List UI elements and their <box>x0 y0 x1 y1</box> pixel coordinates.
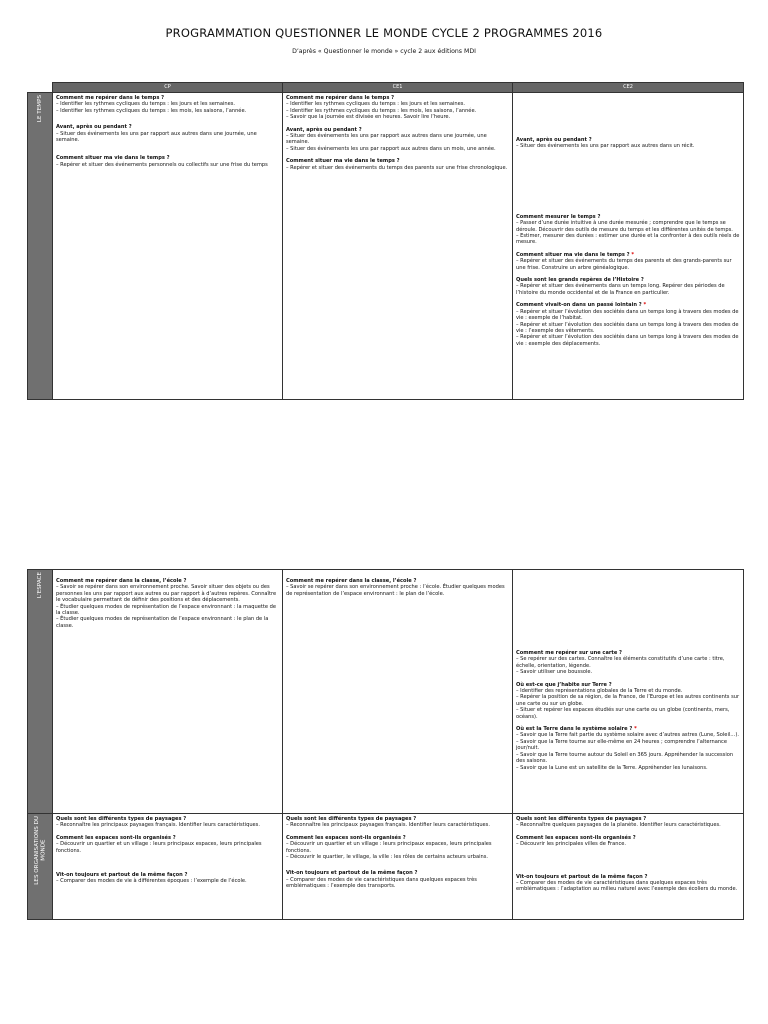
content-block <box>286 578 509 597</box>
block-line: – Étudier quelques modes de représentation de l’espace environnant : le plan de la classe. <box>56 616 269 629</box>
block-title-text: Où est la Terre dans le système solaire ? <box>516 726 633 733</box>
content-block <box>56 816 279 829</box>
block-line: – Savoir que la Terre tourne sur elle-même en 24 heures ; comprendre l’alternance jour/nuit. <box>516 738 727 752</box>
block-line: – Reconnaître les principaux paysages français. Identifier leurs caractéristiques. <box>56 822 260 829</box>
star-marker: * <box>634 726 637 733</box>
block-line: – Comparer des modes de vie à différentes époques : l’exemple de l’école. <box>56 878 247 885</box>
cell-organisations-cp <box>53 814 283 920</box>
block-line: – Reconnaître les principaux paysages français. Identifier leurs caractéristiques. <box>286 822 490 829</box>
block-title: Où est-ce que j’habite sur Terre ? <box>516 681 612 688</box>
table-temps <box>27 82 744 400</box>
star-marker: * <box>643 302 647 309</box>
block-line: – Découvrir le quartier, le village, la ville : les rôles de certains acteurs urbains. <box>286 854 489 861</box>
content-block <box>286 835 509 861</box>
page-title: PROGRAMMATION QUESTIONNER LE MONDE CYCLE 2 PROGRAMMES 2016 <box>165 26 603 40</box>
row-label-espace-text: L’ESPACE <box>36 572 43 599</box>
block-line: – Découvrir un quartier et un village : leurs principaux espaces, leurs principales fonctions. <box>286 841 492 854</box>
block-line: – Estimer, mesurer des durées : estimer une durée et la confronter à des outils réels de mesure. <box>516 233 740 246</box>
column-header-cp: CP <box>53 83 283 93</box>
cell-temps-ce1 <box>283 93 513 400</box>
content-block <box>516 277 740 296</box>
cell-temps-ce2 <box>513 93 744 400</box>
block-title: Vit-on toujours et partout de la même façon ? <box>56 872 188 879</box>
block-line: – Savoir que la Terre tourne autour du Soleil en 365 jours. Appréhender la succession des saisons. <box>516 751 734 765</box>
block-line: – Découvrir les principales villes de France. <box>516 841 627 848</box>
block-line: – Reconnaître quelques paysages de la planète. Identifier leurs caractéristiques. <box>516 822 721 829</box>
block-title: Quels sont les grands repères de l’Histoire ? <box>516 277 644 284</box>
content-block <box>516 726 740 771</box>
block-title: Comment situer ma vie dans le temps ? <box>286 158 400 165</box>
content-block <box>286 816 509 829</box>
content-block <box>56 124 279 143</box>
block-title: Comment me repérer dans la classe, l’école ? <box>56 578 187 584</box>
block-title: Quels sont les différents types de paysages ? <box>286 816 417 822</box>
block-line: – Situer des événements les uns par rapport aux autres dans un récit. <box>516 143 695 150</box>
block-line: – Savoir se repérer dans son environnement proche : l’école. Étudier quelques modes de représentation de l’espace environnant : le plan de l’école. <box>286 584 505 597</box>
block-title: Vit-on toujours et partout de la même façon ? <box>286 870 418 877</box>
content-block <box>286 158 509 171</box>
block-title: Comment situer ma vie dans le temps ? <box>56 155 170 162</box>
block-line: – Repérer et situer des événements du temps des parents sur une frise chronologique. <box>286 164 508 171</box>
content-block <box>516 252 740 271</box>
block-title: Comment me repérer sur une carte ? <box>516 650 623 656</box>
block-line: – Savoir que la Terre fait partie du système solaire avec d’autres astres (Lune, Soleil…). <box>516 732 739 739</box>
block-line: – Découvrir un quartier et un village : leurs principaux espaces, leurs principales fonctions. <box>56 841 262 854</box>
cell-organisations-ce1 <box>283 814 513 920</box>
block-line: – Identifier les rythmes cycliques du temps : les mois, les saisons, l’année. <box>286 107 477 114</box>
block-line: – Repérer et situer des événements personnels ou collectifs sur une frise du temps <box>56 161 268 168</box>
content-block <box>516 650 740 676</box>
table-espace-organisations <box>27 569 744 920</box>
cell-temps-cp <box>53 93 283 400</box>
block-title: Avant, après ou pendant ? <box>286 126 362 133</box>
page-subtitle: D’après « Questionner le monde » cycle 2 aux éditions MDI <box>292 48 476 55</box>
row-label-organisations <box>28 814 53 920</box>
block-line: – Comparer des modes de vie caractéristiques dans quelques espaces très emblématiques : l’adaptation au milieu naturel avec l’exemple des écoliers du monde. <box>516 880 738 893</box>
block-line: – Savoir que la Lune est un satellite de la Terre. Appréhender les lunaisons. <box>516 764 708 771</box>
block-line: – Situer des événements les uns par rapport aux autres dans une journée, une semaine. <box>56 130 257 144</box>
row-label-temps <box>28 93 53 400</box>
star-marker: * <box>631 251 635 258</box>
content-block <box>286 870 509 889</box>
content-block <box>56 578 279 629</box>
block-line: – Identifier les rythmes cycliques du temps : les jours et les semaines. <box>56 101 236 108</box>
column-header-ce1: CE1 <box>283 83 513 93</box>
content-block <box>516 816 740 829</box>
block-line: – Comparer des modes de vie caractéristiques dans quelques espaces très emblématiques : l’exemple des transports. <box>286 876 477 890</box>
content-block <box>56 872 279 885</box>
block-title-text: Comment vivait-on dans un passé lointain ? <box>516 302 642 309</box>
block-line: – Situer des événements les uns par rapport aux autres dans un mois, une année. <box>286 145 496 152</box>
block-line: – Identifier les rythmes cycliques du temps : les jours et les semaines. <box>286 101 466 108</box>
block-line: – Étudier quelques modes de représentation de l’espace environnant : la maquette de la classe. <box>56 603 276 617</box>
header-corner <box>28 83 53 93</box>
row-label-espace <box>28 570 53 814</box>
block-title: Comment me repérer dans le temps ? <box>56 95 165 101</box>
block-line: – Repérer la position de sa région, de la France, de l’Europe et les autres continents sur une carte ou sur un globe. <box>516 694 740 707</box>
content-block <box>516 682 740 720</box>
content-block <box>286 95 509 121</box>
block-line: – Repérer et situer l’évolution des sociétés dans un temps long à travers des modes de vie : exemple de l’habitat. <box>516 308 739 322</box>
block-line: – Savoir que la journée est divisée en heures. Savoir lire l’heure. <box>286 114 451 121</box>
content-block <box>516 835 740 848</box>
cell-espace-ce1 <box>283 570 513 814</box>
block-line: – Passer d’une durée intuitive à une durée mesurée ; comprendre que le temps se déroule. Découvrir des outils de mesure du temps et les différentes unités de temps. <box>516 220 733 233</box>
block-line: – Identifier les rythmes cycliques du temps : les mois, les saisons, l’année. <box>56 107 247 114</box>
block-line: – Se repérer sur des cartes. Connaître les éléments constitutifs d’une carte : titre, échelle, orientation, légende. <box>516 656 725 669</box>
block-line: – Situer et repérer les espaces étudiés sur une carte ou un globe (continents, mers, océans). <box>516 707 730 720</box>
cell-espace-cp <box>53 570 283 814</box>
row-label-temps-text: LE TEMPS <box>36 95 43 123</box>
block-title: Comment me repérer dans le temps ? <box>286 95 395 101</box>
block-title: Comment mesurer le temps ? <box>516 213 601 220</box>
block-line: – Situer des événements les uns par rapport aux autres dans une journée, une semaine. <box>286 133 487 146</box>
content-block <box>516 214 740 246</box>
block-line: – Repérer et situer l’évolution des sociétés dans un temps long à travers des modes de vie : l’exemple des vêtements. <box>516 321 739 334</box>
block-line: – Repérer et situer des événements du temps des parents et des grands-parents sur une frise. Construire un arbre généalogique. <box>516 258 732 271</box>
block-line: – Savoir se repérer dans son environnement proche. Savoir situer des objets ou des personnes les uns par rapport aux autres ou par rapport à d’autres repères. Connaître le vocabulaire permettant de définir des positions et des déplacements. <box>56 584 277 604</box>
cell-espace-ce2 <box>513 570 744 814</box>
content-block <box>516 874 740 893</box>
content-block <box>286 127 509 153</box>
block-title: Avant, après ou pendant ? <box>516 137 592 143</box>
cell-organisations-ce2 <box>513 814 744 920</box>
block-line: – Repérer et situer l’évolution des sociétés dans un temps long à travers des modes de vie : exemple des déplacements. <box>516 334 739 347</box>
content-block <box>56 155 279 168</box>
block-line: – Repérer et situer des événements dans un temps long. Repérer des périodes de l’histoire du monde occidental et de la France en particulier. <box>516 283 725 296</box>
content-block <box>56 95 279 114</box>
block-title: Avant, après ou pendant ? <box>56 124 132 131</box>
block-title-text: Comment situer ma vie dans le temps ? <box>516 251 630 258</box>
block-title: Quels sont les différents types de paysages ? <box>516 816 647 822</box>
row-label-organisations-text: LES ORGANISATIONS DU MONDE <box>33 816 46 885</box>
block-title: Comment les espaces sont-ils organisés ? <box>286 834 406 841</box>
block-title: Quels sont les différents types de paysages ? <box>56 816 187 822</box>
block-title: Comment me repérer dans la classe, l’école ? <box>286 578 417 584</box>
content-block <box>56 835 279 854</box>
block-line: – Identifier des représentations globales de la Terre et du monde. <box>516 688 683 695</box>
block-line: – Savoir utiliser une boussole. <box>516 669 593 676</box>
block-title: Comment les espaces sont-ils organisés ? <box>516 834 636 841</box>
block-title: Vit-on toujours et partout de la même façon ? <box>516 873 648 880</box>
content-block <box>516 302 740 347</box>
content-block <box>516 137 740 150</box>
column-header-ce2: CE2 <box>513 83 744 93</box>
block-title: Comment les espaces sont-ils organisés ? <box>56 834 176 841</box>
